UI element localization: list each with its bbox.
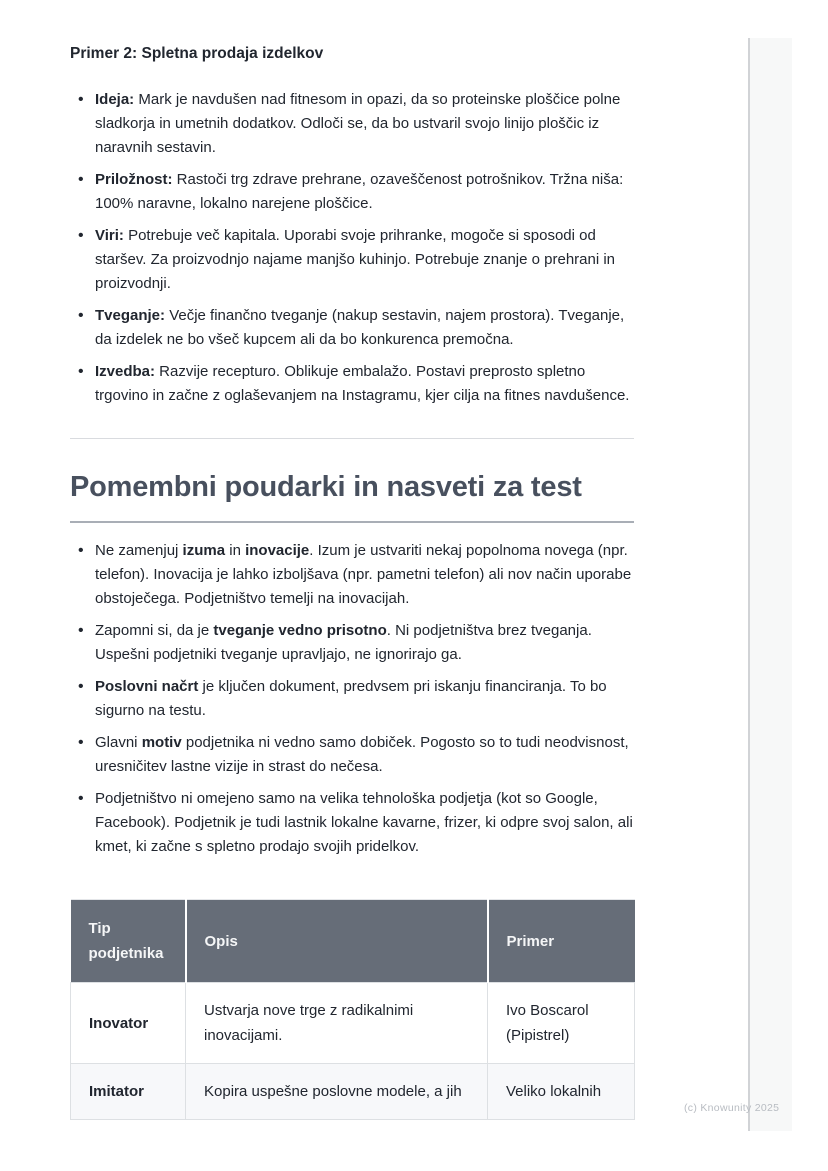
list-item: • Zapomni si, da je tveganje vedno prisotno. Ni podjetništva brez tveganja. Uspešni podjetniki tveganje upravljajo, ne ignorirajo ga. bbox=[70, 619, 634, 667]
table-cell-description: Ustvarja nove trge z radikalnimi inovacijami. bbox=[186, 983, 488, 1064]
title-underline bbox=[70, 521, 634, 523]
table-cell-type: Inovator bbox=[71, 983, 186, 1064]
list-item: • Poslovni načrt je ključen dokument, predvsem pri iskanju financiranja. To bo sigurno na testu. bbox=[70, 675, 634, 723]
list-item: • Priložnost: Rastoči trg zdrave prehrane, ozaveščenost potrošnikov. Tržna niša: 100% naravne, lokalno narejene ploščice. bbox=[70, 168, 634, 216]
list-item: • Glavni motiv podjetnika ni vedno samo dobiček. Pogosto so to tudi neodvisnost, uresničitev lastne vizije in strast do nečesa. bbox=[70, 731, 634, 779]
list-item: • Ideja: Mark je navdušen nad fitnesom in opazi, da so proteinske ploščice polne sladkorja in umetnih dodatkov. Odloči se, da bo ustvaril svojo linijo ploščic iz naravnih sestavin. bbox=[70, 88, 634, 160]
table-cell-type: Imitator bbox=[71, 1064, 186, 1120]
example-bullet-list bbox=[70, 88, 634, 408]
table-cell-example: Ivo Boscarol (Pipistrel) bbox=[488, 983, 635, 1064]
list-item: • Izvedba: Razvije recepturo. Oblikuje embalažo. Postavi preprosto spletno trgovino in začne z oglaševanjem na Instagramu, kjer cilja na fitnes navdušence. bbox=[70, 360, 634, 408]
section-divider bbox=[70, 438, 634, 439]
table-cell-description: Kopira uspešne poslovne modele, a jih bbox=[186, 1064, 488, 1120]
table-row bbox=[71, 983, 635, 1064]
list-item: • Tveganje: Večje finančno tveganje (nakup sestavin, najem prostora). Tveganje, da izdelek ne bo všeč kupcem ali da bo konkurenca premočna. bbox=[70, 304, 634, 352]
table-row bbox=[71, 1064, 635, 1120]
entrepreneur-types-table bbox=[70, 899, 635, 1120]
page-title: Pomembni poudarki in nasveti za test bbox=[70, 471, 582, 503]
copyright-watermark: (c) Knowunity 2025 bbox=[684, 1102, 780, 1114]
tips-bullet-list bbox=[70, 539, 634, 859]
page-content bbox=[70, 0, 634, 1120]
column-header-tip-podjetnika: Tip podjetnika bbox=[71, 900, 186, 983]
example-heading: Primer 2: Spletna prodaja izdelkov bbox=[70, 45, 324, 62]
column-header-opis: Opis bbox=[186, 900, 488, 983]
list-item: • Viri: Potrebuje več kapitala. Uporabi svoje prihranke, mogoče si sposodi od staršev. Za proizvodnjo najame manjšo kuhinjo. Potrebuje znanje o prehrani in proizvodnji. bbox=[70, 224, 634, 296]
next-page-sliver bbox=[750, 38, 792, 1131]
column-header-primer: Primer bbox=[488, 900, 635, 983]
table-header-row bbox=[71, 900, 635, 983]
table-cell-example: Veliko lokalnih bbox=[488, 1064, 635, 1120]
list-item: • Ne zamenjuj izuma in inovacije. Izum je ustvariti nekaj popolnoma novega (npr. telefon). Inovacija je lahko izboljšava (npr. pametni telefon) ali nov način uporabe obstoječega. Podjetništvo temelji na inovacijah. bbox=[70, 539, 634, 611]
list-item: • Podjetništvo ni omejeno samo na velika tehnološka podjetja (kot so Google, Facebook). Podjetnik je tudi lastnik lokalne kavarne, frizer, ki odpre svoj salon, ali kmet, ki začne s spletno prodajo svojih pridelkov. bbox=[70, 787, 634, 859]
